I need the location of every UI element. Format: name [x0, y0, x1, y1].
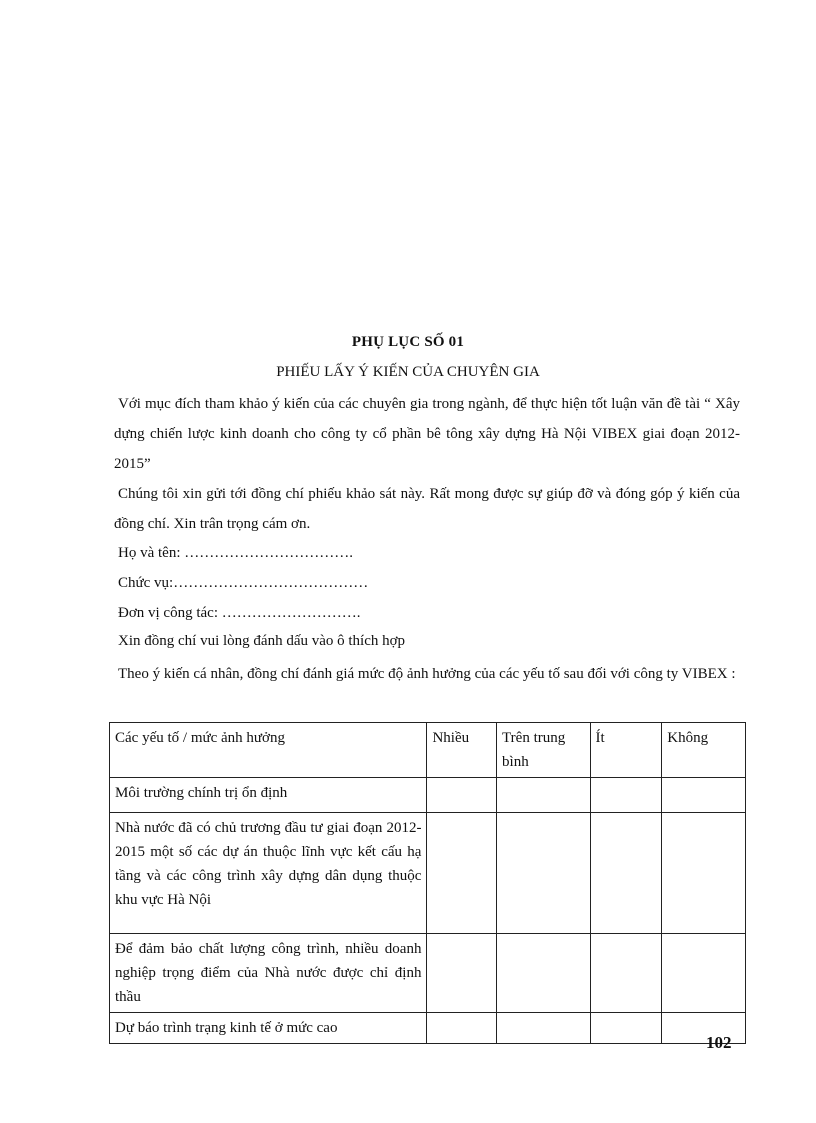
- factor-cell: Dự báo trình trạng kinh tế ở mức cao: [110, 1013, 427, 1044]
- position-field: Chức vụ:…………………………………: [118, 575, 369, 591]
- question-paragraph: Theo ý kiến cá nhân, đồng chí đánh giá mức độ ảnh hưởng của các yếu tố sau đối với công ty VIBEX :: [118, 666, 736, 682]
- header-it: Ít: [590, 723, 662, 778]
- check-cell-khong[interactable]: [662, 778, 746, 813]
- header-nhieu: Nhiều: [427, 723, 497, 778]
- check-cell-it[interactable]: [590, 778, 662, 813]
- factor-cell: Môi trường chính trị ổn định: [110, 778, 427, 813]
- check-cell-nhieu[interactable]: [427, 813, 497, 934]
- request-paragraph: Chúng tôi xin gửi tới đồng chí phiếu khảo sát này. Rất mong được sự giúp đỡ và đóng góp ý kiến của đồng chí. Xin trân trọng cám ơn.: [114, 486, 740, 532]
- check-cell-nhieu[interactable]: [427, 778, 497, 813]
- check-cell-it[interactable]: [590, 934, 662, 1013]
- header-factor: Các yếu tố / mức ảnh hưởng: [110, 723, 427, 778]
- check-cell-khong[interactable]: [662, 813, 746, 934]
- check-cell-khong[interactable]: [662, 1013, 746, 1044]
- factor-cell: Để đảm bảo chất lượng công trình, nhiều doanh nghiệp trọng điểm của Nhà nước được chỉ định thầu: [110, 934, 427, 1013]
- table-row: [110, 934, 746, 1013]
- unit-field: Đơn vị công tác: ……………………….: [118, 605, 361, 621]
- check-cell-it[interactable]: [590, 1013, 662, 1044]
- page-subtitle: PHIẾU LẤY Ý KIẾN CỦA CHUYÊN GIA: [276, 364, 540, 380]
- check-cell-nhieu[interactable]: [427, 934, 497, 1013]
- check-cell-nhieu[interactable]: [427, 1013, 497, 1044]
- check-cell-tren-trung-binh[interactable]: [497, 778, 590, 813]
- factor-cell: Nhà nước đã có chủ trương đầu tư giai đoạn 2012-2015 một số các dự án thuộc lĩnh vực kết cấu hạ tầng và các công trình xây dựng dân dụng thuộc khu vực Hà Nội: [110, 813, 427, 934]
- table-row: [110, 1013, 746, 1044]
- table-row: [110, 778, 746, 813]
- survey-table: [109, 722, 746, 1044]
- header-khong: Không: [662, 723, 746, 778]
- page-number: 102: [706, 1033, 732, 1052]
- table-header-row: [110, 723, 746, 778]
- instruction-text: Xin đồng chí vui lòng đánh dấu vào ô thích hợp: [118, 633, 406, 649]
- check-cell-tren-trung-binh[interactable]: [497, 813, 590, 934]
- name-field: Họ và tên: …………………………….: [118, 545, 353, 561]
- check-cell-khong[interactable]: [662, 934, 746, 1013]
- intro-paragraph: Với mục đích tham khảo ý kiến của các chuyên gia trong ngành, để thực hiện tốt luận văn đề tài “ Xây dựng chiến lược kinh doanh cho công ty cổ phần bê tông xây dựng Hà Nội VIBEX giai đoạn 2012-2015”: [114, 396, 740, 472]
- check-cell-it[interactable]: [590, 813, 662, 934]
- check-cell-tren-trung-binh[interactable]: [497, 1013, 590, 1044]
- page-title: PHỤ LỤC SỐ 01: [351, 334, 465, 350]
- check-cell-tren-trung-binh[interactable]: [497, 934, 590, 1013]
- table-row: [110, 813, 746, 934]
- header-tren-trung-binh: Trên trung bình: [497, 723, 590, 778]
